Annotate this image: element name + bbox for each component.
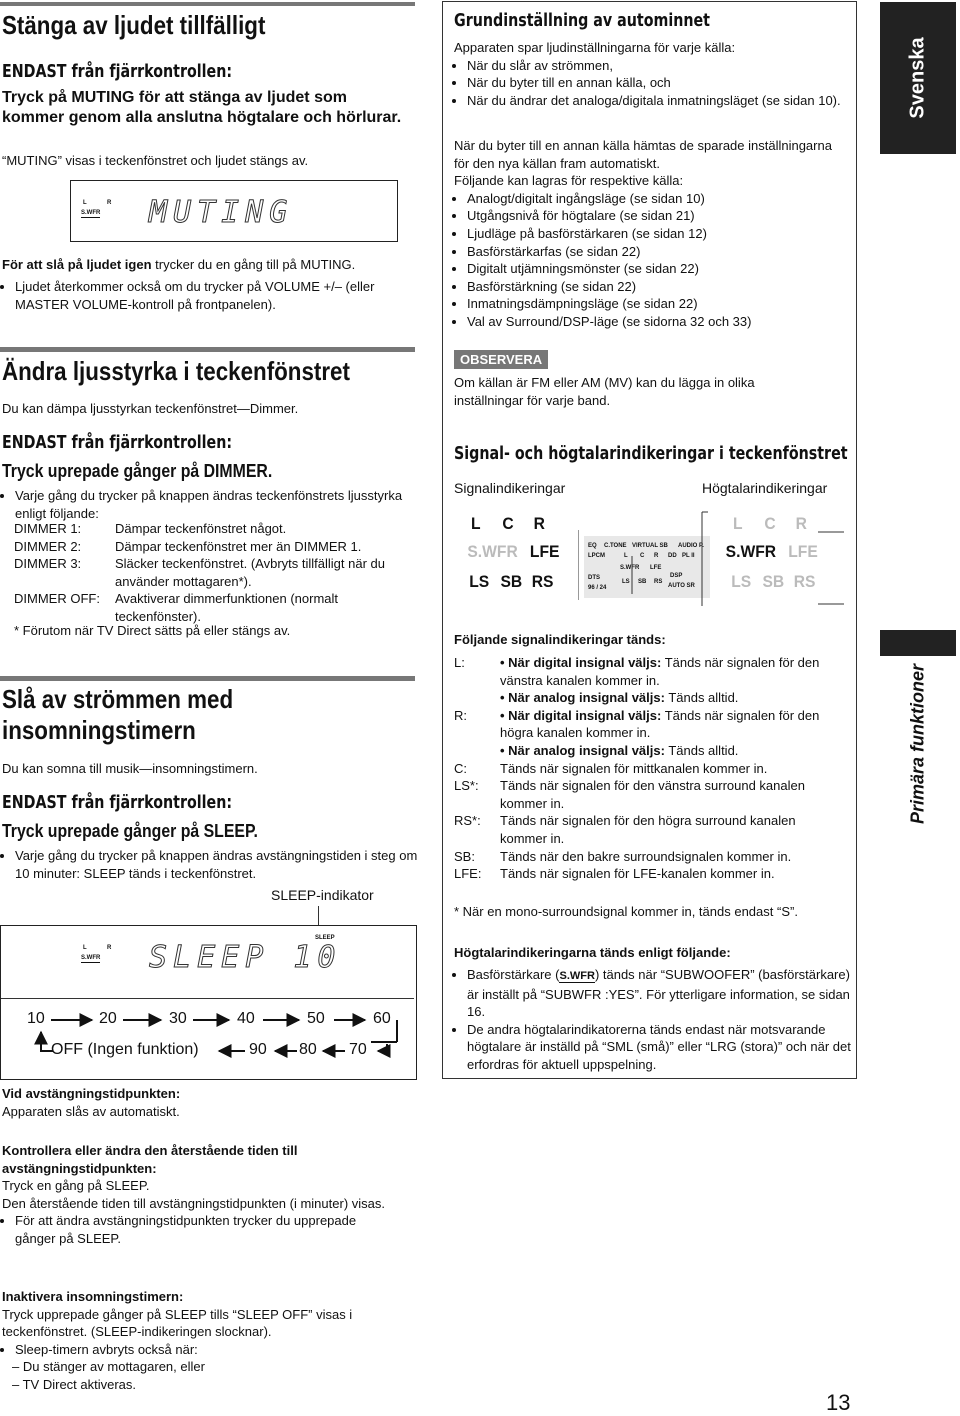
signal-label: Signalindikeringar — [454, 480, 566, 496]
speaker-heading: Högtalarindikeringarna tänds enligt följande: — [454, 945, 731, 960]
dimmer-title: Ändra ljusstyrka i teckenfönstret — [2, 356, 350, 386]
dimmer-row: DIMMER 2: Dämpar teckenfönstret mer än DIMMER 1. — [14, 538, 362, 554]
signal-row: LS*: Tänds när signalen för den vänstra surround kanalen kommer in. — [454, 778, 805, 811]
cycle-30: 30 — [169, 1010, 187, 1027]
signal-heading: Följande signalindikeringar tänds: — [454, 632, 666, 647]
signal-row: LFE: Tänds när signalen för LFE-kanalen kommer in. — [454, 866, 775, 882]
memory-intro: Apparaten spar ljudinställningarna för varje källa: • När du slår av strömmen, • När du byter till en annan källa, och • När du ändrar det analoga/digitala inmatningsläget (se sidan 10). — [454, 39, 849, 109]
language-tab: Svenska — [880, 2, 956, 154]
cycle-20: 20 — [99, 1010, 117, 1027]
cycle-50: 50 — [307, 1010, 325, 1027]
dimmer-intro: Du kan dämpa ljusstyrkan teckenfönstret—Dimmer. — [2, 401, 299, 416]
sleep-bullets: • Varje gång du trycker på knappen ändras avstängningstiden i steg om 10 minuter: SLEEP tänds i teckenfönstret. — [2, 847, 420, 882]
sleep-title-1: Slå av strömmen med — [2, 684, 234, 714]
section-rule — [0, 676, 415, 681]
sleep-at-time: Vid avstängningstidpunkten: Apparaten slås av automatiskt. — [2, 1086, 181, 1119]
memory-paragraphs: När du byter till en annan källa hämtas de sparade inställningarna för den nya källan fram automatiskt. Följande kan lagras för respektive källa: • Analogt/digitalt ingångsläge (se sidan 10) • Utgångsnivå för högtalare (se sidan 21) • Ljudläge på basförstärkaren (se sidan 12) • Basförstärkarfas (se sidan 22) • Digitalt utjämningsmönster (se sidan 22) • Basförstärkning (se sidan 22) • Inmatningsdämpningsläge (se sidan 22) • Val av Surround/DSP-läge (se sidorna 32 och 33) — [454, 137, 844, 331]
sleep-intro: Du kan somna till musik—insomningstimern. — [2, 761, 258, 776]
speaker-indicator-grid: L C R S.WFR LFE LS SB RS — [725, 514, 818, 591]
muting-display: L R S.WFR MUTING — [70, 180, 398, 242]
obs-text: Om källan är FM eller AM (MV) kan du lägga in olika inställningar för varje band. — [454, 375, 755, 408]
signal-row: SB: Tänds när den bakre surroundsignalen kommer in. — [454, 848, 792, 864]
page-number: 13 — [826, 1390, 851, 1415]
dimmer-table — [14, 520, 414, 626]
cycle-40: 40 — [237, 1010, 255, 1027]
cycle-80: 80 — [299, 1041, 317, 1058]
section-rule — [0, 347, 415, 352]
sleep-title-2: insomningstimern — [2, 715, 196, 745]
speaker-label: Högtalarindikeringar — [702, 480, 828, 496]
swfr-icon: S.WFR — [559, 970, 595, 982]
signal-indicator-grid: L C R S.WFR LFE LS SB RS — [467, 514, 560, 591]
section-rule — [0, 2, 415, 6]
dimmer-row: DIMMER OFF: Avaktiverar dimmerfunktionen (normalt teckenfönster). — [14, 591, 339, 624]
indicator-panel: EQ C.TONE VIRTUAL SB AUDIO P. LPCM L C R DD PL II S.WFR LFE DTS DSP LS SB RS 96 / 24 AUTO SR — [584, 536, 710, 598]
sleep-remote-only: ENDAST från fjärrkontrollen: — [2, 792, 233, 813]
sleep-segment-text: SLEEP 10 — [149, 940, 342, 975]
sleep-indicator: SLEEP — [315, 935, 335, 941]
sleep-cycle-diagram — [1, 998, 414, 1078]
signal-table — [454, 654, 846, 883]
obs-badge: OBSERVERA — [454, 350, 548, 369]
signal-row: L: • När digital insignal väljs: Tänds när signalen för den vänstra kanalen kommer in. • När analog insignal väljs: Tänds alltid. — [454, 655, 820, 706]
sleep-cancel: Inaktivera insomningstimern: Tryck upprepade gånger på SLEEP tills “SLEEP OFF” visas i teckenfönstret. (SLEEP-indikeringen slocknar). • Sleep-timern avbryts också när: – Du stänger av mottagaren, eller – TV Direct aktiveras. — [2, 1288, 392, 1394]
speaker-bullets: • Basförstärkare (S.WFR) tänds när “SUBWOOFER” (basförstärkare) är inställt på “SUBWFR :YES”. För ytterligare information, se sidan 16. • De andra högtalarindikatorerna tänds endast när motsvarande högtalare är inställd på “SML (små)” eller “LRG (stora)” och när det erfordras för aktuell uppspelning. — [454, 966, 859, 1074]
dimmer-footnote: * Förutom när TV Direct sätts på eller stängs av. — [14, 623, 291, 638]
cycle-10: 10 — [27, 1010, 45, 1027]
dimmer-row: DIMMER 1: Dämpar teckenfönstret något. — [14, 521, 287, 536]
cycle-70: 70 — [349, 1041, 367, 1058]
muting-segment-text: MUTING — [149, 195, 294, 230]
cycle-90: 90 — [249, 1041, 267, 1058]
dimmer-row: DIMMER 3: Släcker teckenfönstret. (Avbryts tillfälligt när du använder mottagaren*). — [14, 556, 385, 589]
mute-bullets: • Ljudet återkommer också om du trycker på VOLUME +/– (eller MASTER VOLUME-kontroll på frontpanelen). — [2, 278, 385, 313]
signal-row: R: • När digital insignal väljs: Tänds när signalen för den högra kanalen kommer in. • När analog insignal väljs: Tänds alltid. — [454, 707, 820, 758]
mute-note: “MUTING” visas i teckenfönstret och ljudet stängs av. — [2, 153, 309, 168]
memory-title: Grundinställning av autominnet — [454, 10, 710, 31]
sleep-display-diagram: L R S.WFR SLEEP SLEEP 10 10 20 30 40 50 60 OFF (Ingen funktion) 90 80 70 — [0, 925, 417, 1080]
dimmer-remote-only: ENDAST från fjärrkontrollen: — [2, 432, 233, 453]
mute-instruction: Tryck på MUTING för att stänga av ljudet som kommer genom alla anslutna högtalare och hörlurar. — [2, 89, 402, 126]
signal-row: C: Tänds när signalen för mittkanalen kommer in. — [454, 760, 768, 776]
sleep-check: Kontrollera eller ändra den återstående tiden till avstängningstidpunkten: Tryck en gång på SLEEP. Den återstående tiden till avstängningstidpunkten (i minuter) visas. • För att ändra avstängningstidpunkten trycker du upprepade gånger på SLEEP. — [2, 1142, 392, 1248]
mute-restore: För att slå på ljudet igen trycker du en gång till på MUTING. — [2, 257, 356, 272]
cycle-off: OFF (Ingen funktion) — [51, 1041, 199, 1058]
signal-row: RS*: Tänds när signalen för den högra surround kanalen kommer in. — [454, 813, 796, 846]
section-tab-block — [880, 630, 956, 656]
sleep-instruction: Tryck uprepade gånger på SLEEP. — [2, 821, 258, 841]
mute-title: Stänga av ljudet tillfälligt — [2, 10, 266, 40]
section-tab-label: Primära funktioner — [907, 663, 928, 825]
signal-footnote: * När en mono-surroundsignal kommer in, tänds endast “S”. — [454, 904, 798, 919]
signal-title: Signal- och högtalarindikeringar i teckenfönstret — [454, 443, 848, 464]
sleep-indicator-label: SLEEP-indikator — [271, 887, 374, 903]
dimmer-bullets: • Varje gång du trycker på knappen ändras teckenfönstrets ljusstyrka enligt följande: — [2, 487, 415, 522]
cycle-60: 60 — [373, 1010, 391, 1027]
mute-remote-only: ENDAST från fjärrkontrollen: — [2, 61, 233, 82]
dimmer-instruction: Tryck uprepade gånger på DIMMER. — [2, 461, 273, 481]
